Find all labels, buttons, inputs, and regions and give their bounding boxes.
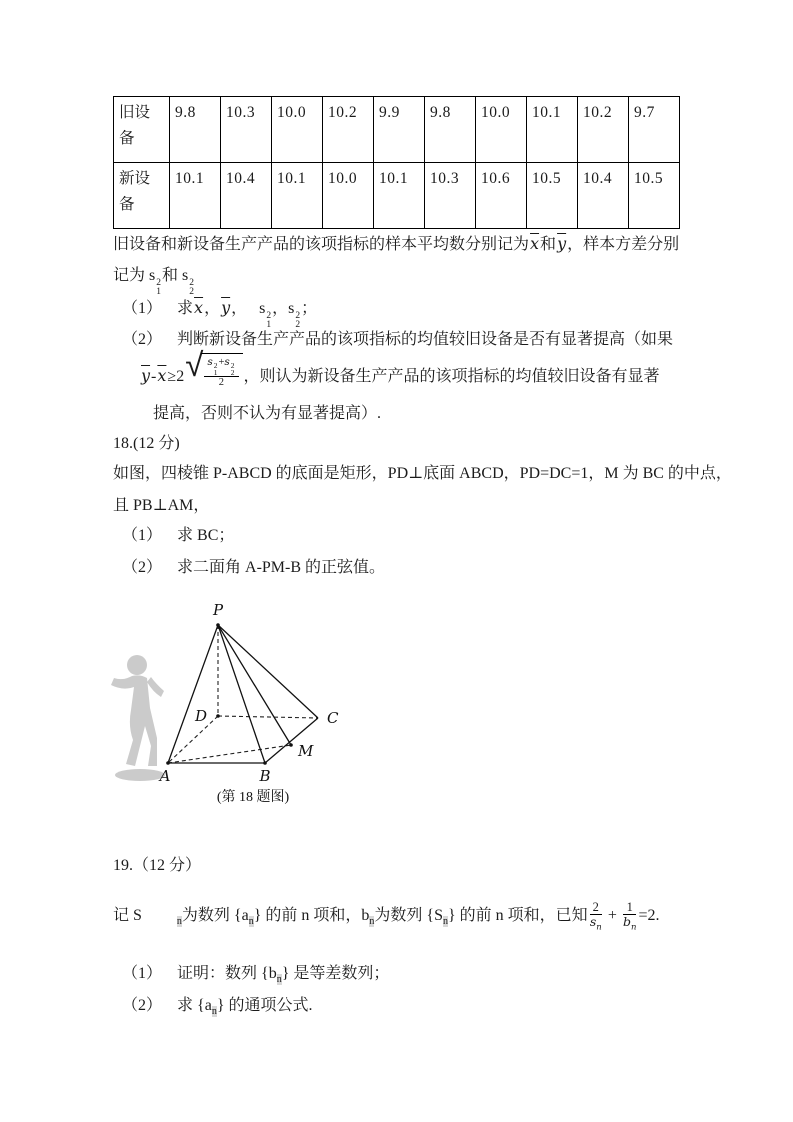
text-segment: ，则认为新设备生产产品的该项指标的均值较旧设备有显著 xyxy=(243,368,660,386)
q17-intro-line-1 xyxy=(113,228,679,260)
item-marker: （2） xyxy=(122,997,163,1014)
subscript-n: n xyxy=(442,916,448,928)
text-segment: 求二面角 A-PM-B 的正弦值。 xyxy=(177,559,386,576)
coefficient: 2 xyxy=(176,368,185,386)
s-letter: s xyxy=(207,356,213,368)
text-segment: } 的前 n 项和，b xyxy=(253,907,370,924)
value-cell: 10.5 xyxy=(527,163,578,229)
item-marker: （1） xyxy=(122,965,163,982)
subscript-n: n xyxy=(176,916,182,928)
plus-sign: + xyxy=(218,357,225,368)
radical-sign: √ xyxy=(185,345,204,384)
text-segment: 求 xyxy=(177,300,194,317)
pyramid-figure-svg xyxy=(95,598,440,813)
fraction-2-over-sn xyxy=(590,900,602,934)
minus-sign: - xyxy=(151,368,157,386)
q17-item-1 xyxy=(122,292,318,330)
q18-heading xyxy=(113,428,180,460)
text-segment: 判断新设备生产产品的该项指标的均值较旧设备是否有显著提高（如果 xyxy=(177,331,674,348)
equipment-data-table xyxy=(113,96,680,229)
b-letter: b xyxy=(622,913,631,929)
s-letter: s xyxy=(224,356,230,368)
value-cell: 10.5 xyxy=(629,163,680,229)
comma: ， xyxy=(272,300,289,317)
figure-caption: (第 18 题图) xyxy=(216,790,290,805)
value-cell: 10.1 xyxy=(170,163,221,229)
text-segment: } 的前 n 项和，已知 xyxy=(447,907,588,924)
fraction-denominator: 2 xyxy=(218,377,225,388)
item-marker: （2） xyxy=(122,559,163,576)
fraction-numerator: 2 xyxy=(590,900,602,915)
table-body xyxy=(114,97,680,229)
s1-squared-symbol xyxy=(149,267,162,297)
value-cell: 9.8 xyxy=(425,97,476,163)
s2-squared-symbol xyxy=(182,267,195,297)
superscript: 2 xyxy=(295,311,301,321)
vertex-label-M: M xyxy=(298,742,314,760)
subscript-n: n xyxy=(276,974,282,986)
q18-body-line-2 xyxy=(113,490,209,522)
value-cell: 10.3 xyxy=(221,97,272,163)
q17-item-2-line-3 xyxy=(153,398,381,430)
value-cell: 10.3 xyxy=(425,163,476,229)
semicolon: ； xyxy=(301,300,318,317)
value-cell: 10.1 xyxy=(374,163,425,229)
vertex-label-P: P xyxy=(212,601,224,619)
fraction xyxy=(204,356,238,389)
ybar-symbol: $\overline{y}$ xyxy=(221,298,231,317)
value-cell: 10.0 xyxy=(323,163,374,229)
text-segment: 如图，四棱锥 P-ABCD 的底面是矩形，PD⊥底面 ABCD，PD=DC=1，M 为 BC 的中点， xyxy=(113,465,732,482)
superscript: 2 xyxy=(230,361,235,370)
plus-sign: + xyxy=(607,907,617,924)
s1-squared-symbol xyxy=(259,300,272,330)
text-segment: 旧设备和新设备生产产品的该项指标的样本平均数分别记为 xyxy=(113,236,530,253)
q19-item-1 xyxy=(122,958,389,990)
table-row xyxy=(114,97,680,163)
s-letter: s xyxy=(149,267,156,284)
q17-intro-line-2 xyxy=(113,260,195,297)
value-cell: 9.9 xyxy=(374,97,425,163)
subscript: 1 xyxy=(156,286,161,297)
s-letter: s xyxy=(589,913,597,929)
row-label-cell: 新设备 xyxy=(114,163,170,229)
supsub xyxy=(231,363,235,376)
item-marker: （2） xyxy=(122,331,163,348)
vertex-label-D: D xyxy=(194,707,207,725)
subscript-n: n xyxy=(211,1006,217,1018)
value-cell: 10.2 xyxy=(323,97,374,163)
text-segment: 为数列 {S xyxy=(374,907,443,924)
text-segment: } 是等差数列； xyxy=(281,965,390,982)
text-segment: 求 {a xyxy=(177,997,212,1014)
q18-body-line-1 xyxy=(113,458,732,490)
value-cell: 10.1 xyxy=(272,163,323,229)
subscript-n: n xyxy=(369,916,375,928)
comma: ， xyxy=(231,300,248,317)
q18-item-1 xyxy=(122,520,234,552)
subscript-n: n xyxy=(630,922,637,933)
vertex-label-C: C xyxy=(327,709,339,727)
question-number: 19.（12 分） xyxy=(113,857,202,874)
value-cell: 9.7 xyxy=(629,97,680,163)
subscript: 2 xyxy=(189,286,194,297)
vertex-label-B: B xyxy=(259,767,271,785)
item-marker: （1） xyxy=(122,527,163,544)
hidden-edges xyxy=(168,625,318,763)
superscript: 2 xyxy=(189,278,194,288)
subscript-n: n xyxy=(248,916,254,928)
xbar-symbol: $\overline{x}$ xyxy=(194,298,204,317)
text-segment: 和 xyxy=(162,267,183,284)
text-segment: 记为 xyxy=(113,267,150,284)
q19-body-line xyxy=(113,896,659,936)
table-row xyxy=(114,163,680,229)
text-segment: ，样本方差分别 xyxy=(567,236,680,253)
superscript: 2 xyxy=(213,361,218,370)
geq-sign: ≥ xyxy=(167,368,177,386)
q17-item-2-formula-line xyxy=(140,345,660,398)
s-letter: s xyxy=(182,267,189,284)
value-cell: 10.2 xyxy=(578,97,629,163)
text-segment: 提高，否则不认为有显著提高）. xyxy=(153,405,382,422)
text-segment: 求 BC； xyxy=(177,527,235,544)
text-segment: 为数列 {a xyxy=(181,907,249,924)
value-cell: 10.6 xyxy=(476,163,527,229)
superscript: 2 xyxy=(266,311,272,321)
xbar-symbol: $\overline{x}$ xyxy=(530,234,540,253)
ybar-symbol: $\overline{y}$ xyxy=(141,366,151,386)
text-segment: 记 S xyxy=(113,907,142,924)
value-cell: 10.0 xyxy=(476,97,527,163)
square-root xyxy=(185,345,242,405)
q18-item-2 xyxy=(122,552,385,584)
row-label-cell: 旧设备 xyxy=(114,97,170,163)
question-number: 18.(12 分) xyxy=(113,435,180,452)
q19-item-2 xyxy=(122,990,313,1022)
xbar-symbol: $\overline{x}$ xyxy=(157,366,167,386)
text-segment: 且 PB⊥AM， xyxy=(113,497,210,514)
subscript: 2 xyxy=(295,319,301,330)
ybar-symbol: $\overline{y}$ xyxy=(557,234,567,253)
value-cell: 9.8 xyxy=(170,97,221,163)
superscript: 2 xyxy=(156,278,161,288)
fraction-numerator: 1 xyxy=(623,900,637,915)
fraction-1-over-bn xyxy=(623,900,637,934)
fraction-denominator xyxy=(623,915,637,933)
text-segment: 证明：数列 {b xyxy=(177,965,277,982)
subscript: 1 xyxy=(213,367,218,377)
s-letter: s xyxy=(288,300,295,317)
value-cell: 10.1 xyxy=(527,97,578,163)
text-segment: } 的通项公式. xyxy=(216,997,313,1014)
fraction-numerator xyxy=(204,356,238,377)
s-letter: s xyxy=(259,300,266,317)
subscript: 2 xyxy=(230,367,235,377)
q18-figure xyxy=(95,598,440,818)
text-segment: 和 xyxy=(540,236,557,253)
subscript: 1 xyxy=(266,319,272,330)
q19-heading xyxy=(113,850,201,882)
fraction-denominator xyxy=(590,915,602,933)
watermark-person-silhouette xyxy=(111,655,165,781)
value-cell: 10.0 xyxy=(272,97,323,163)
equals-two: =2. xyxy=(638,907,660,924)
supsub xyxy=(214,363,218,376)
item-marker: （1） xyxy=(122,300,163,317)
s2-squared-symbol xyxy=(288,300,301,330)
subscript-n: n xyxy=(596,922,602,933)
value-cell: 10.4 xyxy=(578,163,629,229)
comma: ， xyxy=(204,300,221,317)
vertex-label-A: A xyxy=(159,767,171,785)
value-cell: 10.4 xyxy=(221,163,272,229)
